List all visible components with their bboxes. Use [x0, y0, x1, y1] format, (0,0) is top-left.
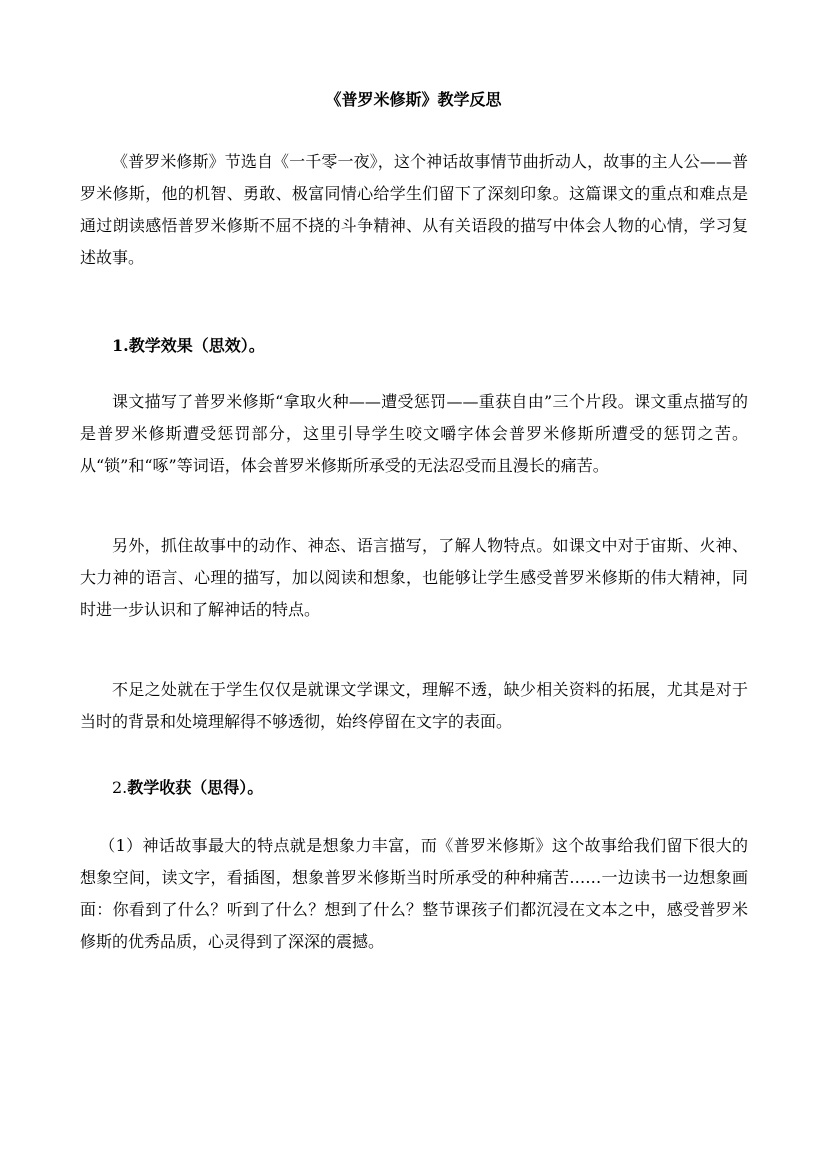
section-2-heading: [112, 772, 263, 804]
section-1-paragraph-1: 课文描写了普罗米修斯“拿取火种——遭受惩罚——重获自由”三个片段。课文重点描写的是普罗米修斯遭受惩罚部分，这里引导学生咬文嚼字体会普罗米修斯所遭受的惩罚之苦。从“锁”和“啄”等词语，体会普罗米修斯所承受的无法忍受而且漫长的痛苦。: [80, 392, 748, 475]
section-1-paragraph-2: 另外，抓住故事中的动作、神态、语言描写，了解人物特点。如课文中对于宙斯、火神、大力神的语言、心理的描写，加以阅读和想象，也能够让学生感受普罗米修斯的伟大精神，同时进一步认识和了解神话的特点。: [80, 536, 748, 619]
section-1-paragraph-3: 不足之处就在于学生仅仅是就课文学课文，理解不透，缺少相关资料的拓展，尤其是对于当时的背景和处境理解得不够透彻，始终停留在文字的表面。: [80, 680, 748, 731]
document-title: 《普罗米修斯》教学反思: [325, 90, 502, 109]
intro-paragraph: 《普罗米修斯》节选自《一千零一夜》，这个神话故事情节曲折动人，故事的主人公——普罗米修斯，他的机智、勇敢、极富同情心给学生们留下了深刻印象。这篇课文的重点和难点是通过朗读感悟普罗米修斯不屈不挠的斗争精神、从有关语段的描写中体会人物的心情，学习复述故事。: [80, 152, 748, 267]
section-2-heading-text: 教学收获（思得）。: [127, 778, 264, 797]
section-2-paragraph-1: （1）神话故事最大的特点就是想象力丰富，而《普罗米修斯》这个故事给我们留下很大的想象空间，读文字，看插图，想象普罗米修斯当时所承受的种种痛苦……一边读书一边想象画面：你看到了什么？听到了什么？想到了什么？整节课孩子们都沉浸在文本之中，感受普罗米修斯的优秀品质，心灵得到了深深的震撼。: [80, 836, 748, 951]
section-2-heading-number: 2.: [112, 778, 128, 797]
section-1-heading: 1.教学效果（思效）。: [112, 336, 265, 355]
